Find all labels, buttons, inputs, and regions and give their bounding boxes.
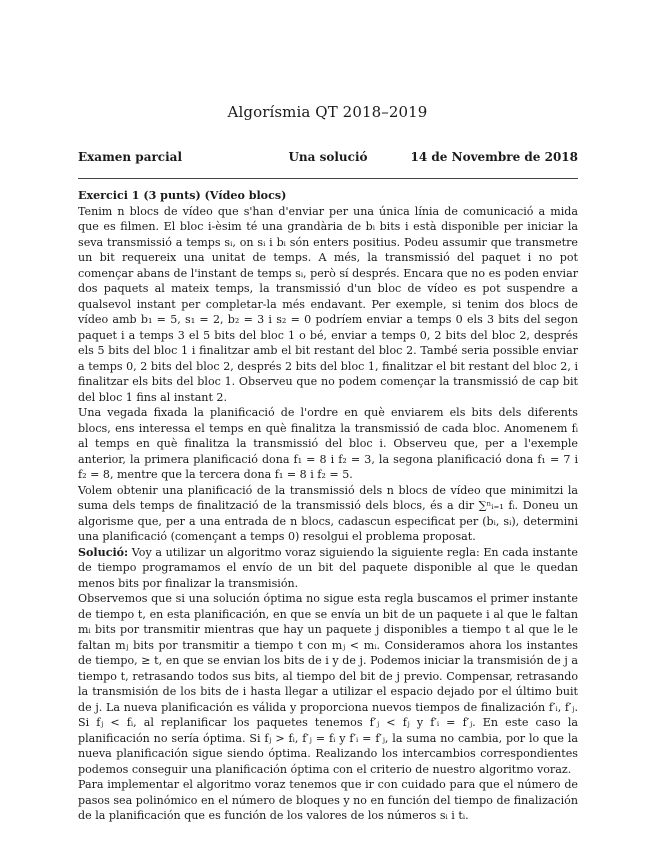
- exercise-paragraph-1: Tenim n blocs de vídeo que s'han d'enviar per una única línia de comunicació a mida que es filmen. El bloc i-èsim té una grandària de bᵢ bits i està disponible per iniciar la seva transmissió a temps sᵢ, on sᵢ i bᵢ són enters positius. Podeu assumir que transmetre un bit requereix una unitat de temps. A més, la transmissió del paquet i no pot començar abans de l'instant de temps sᵢ, però sí després. Encara que no es poden enviar dos paquets al mateix temps, la transmissió d'un bloc de vídeo es pot suspendre a qualsevol instant per completar-la més endavant. Per exemple, si tenim dos blocs de vídeo amb b₁ = 5, s₁ = 2, b₂ = 3 i s₂ = 0 podríem enviar a temps 0 els 3 bits del segon paquet i a temps 3 el 5 bits del bloc 1 o bé, enviar a temps 0, 2 bits del bloc 2, després els 5 bits del bloc 1 i finalitzar amb el bit restant del bloc 2. També seria possible enviar a temps 0, 2 bits del bloc 2, després 2 bits del bloc 1, finalitzar el bit restant del bloc 2, i finalitzar els bits del bloc 1. Observeu que no podem començar la transmissió de cap bit del bloc 1 fins al instant 2.: [78, 204, 578, 404]
- exam-header: [78, 150, 578, 168]
- document-body: [78, 188, 578, 824]
- solution-paragraph-1: Observemos que si una solución óptima no sigue esta regla buscamos el primer instante de tiempo t, en esta planificación, en que se envía un bit de un paquete i al que le faltan mᵢ bits por transmitir mientras que hay un paquete j disponibles a tiempo t al que le le faltan mⱼ bits por transmitir a tiempo t con mⱼ < mᵢ. Consideramos ahora los instantes de tiempo, ≥ t, en que se envian los bits de i y de j. Podemos iniciar la transmisión de j a tiempo t, retrasando todos sus bits, al tiempo del bit de j previo. Compensar, retrasando la transmisión de los bits de i hasta llegar a utilizar el espacio dejado por el último buit de j. La nueva planificación es válida y proporciona nuevos tiempos de finalización f′ᵢ, f′ⱼ. Si fⱼ < fᵢ, al replanificar los paquetes tenemos f′ⱼ < fⱼ y f′ᵢ = f′ⱼ. En este caso la planificación no sería óptima. Si fⱼ > fᵢ, f′ⱼ = fᵢ y f′ᵢ = f′ⱼ, la suma no cambia, por lo que la nueva planificación sigue siendo óptima. Realizando los intercambios correspondientes podemos conseguir una planificación óptima con el criterio de nuestro algoritmo voraz.: [78, 592, 578, 776]
- exercise-paragraph-3: Volem obtenir una planificació de la transmissió dels n blocs de vídeo que minimitzi la suma dels temps de finalització de la transmissió dels blocs, és a dir ∑ⁿᵢ₌₁ fᵢ. Doneu un algorisme que, per a una entrada de n blocs, cadascun especificat per (bᵢ, sᵢ), determini una planificació (començant a temps 0) resolgui el problema proposat.: [78, 483, 578, 543]
- solution-label: Una solució: [288, 150, 368, 164]
- header-divider: [78, 178, 578, 179]
- exam-type: Examen parcial: [78, 150, 182, 164]
- exercise-paragraph-2: Una vegada fixada la planificació de l'ordre en què enviarem els bits dels diferents blocs, ens interessa el temps en què finalitza la transmissió de cada bloc. Anomenem fᵢ al temps en què finalitza la transmissió del bloc i. Observeu que, per a l'exemple anterior, la primera planificació dona f₁ = 8 i f₂ = 3, la segona planificació dona f₁ = 7 i f₂ = 8, mentre que la tercera dona f₁ = 8 i f₂ = 5.: [78, 406, 578, 481]
- document-title: Algorísmia QT 2018–2019: [227, 103, 428, 121]
- solution-paragraph-2: Para implementar el algoritmo voraz tenemos que ir con cuidado para que el número de pasos sea polinómico en el número de bloques y no en función del tiempo de finalización de la planificación que es función de los valores de los números sᵢ i tᵢ.: [78, 778, 578, 822]
- exercise-heading: Exercici 1 (3 punts) (Vídeo blocs): [78, 189, 287, 202]
- exam-date: 14 de Novembre de 2018: [410, 150, 578, 164]
- solution-intro-paragraph: [78, 545, 578, 592]
- solution-intro: Voy a utilizar un algoritmo voraz siguiendo la siguiente regla: En cada instante de tiempo programamos el envío de un bit del paquete disponible al que le quedan menos bits por finalizar la transmisión.: [78, 545, 578, 590]
- solution-heading: Solució:: [78, 545, 129, 559]
